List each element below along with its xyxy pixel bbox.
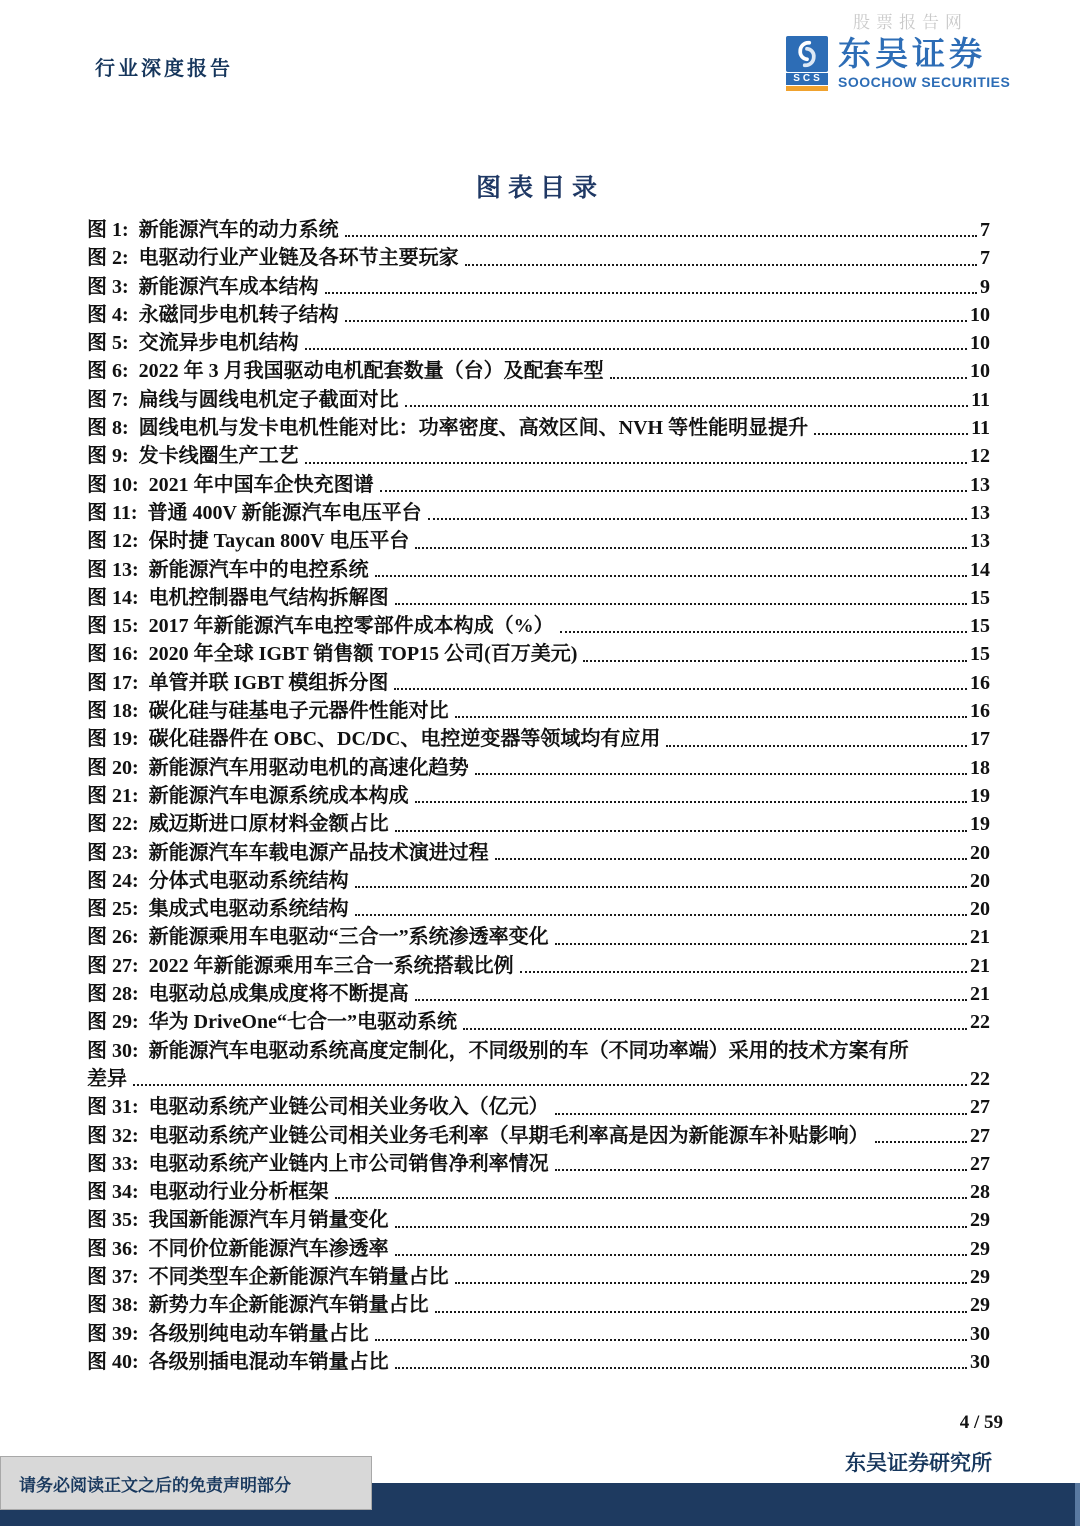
- figure-label: 图 33:: [87, 1152, 139, 1175]
- dot-leader: [355, 914, 967, 916]
- page-title: 图表目录: [475, 175, 604, 202]
- toc-row: [87, 725, 990, 753]
- page-number: 17: [970, 728, 990, 751]
- figure-label: 图 15:: [87, 615, 139, 638]
- page-number: 15: [970, 643, 990, 666]
- page-number: 11: [971, 417, 990, 440]
- figure-title: 电驱动系统产业链公司相关业务收入（亿元）: [148, 1096, 549, 1119]
- figure-label: 图 2:: [87, 247, 129, 270]
- toc-row: [87, 640, 990, 668]
- toc-row: [87, 612, 990, 640]
- figure-title: 新能源汽车的动力系统: [138, 219, 339, 241]
- dot-leader: [305, 348, 967, 350]
- toc-row: [87, 810, 990, 838]
- dot-leader: [405, 405, 968, 407]
- figure-label: 图 8:: [87, 417, 129, 440]
- toc-row: [87, 386, 990, 414]
- research-institute-label: 东吴证券研究所: [845, 1451, 992, 1475]
- dot-leader: [814, 433, 968, 435]
- page-number: 15: [970, 615, 990, 638]
- toc-row: [87, 867, 990, 895]
- dot-leader: [455, 1282, 967, 1284]
- dot-leader: [415, 547, 967, 549]
- figure-title: 2022 年 3 月我国驱动电机配套数量（台）及配套车型: [138, 360, 604, 383]
- page-number: 13: [970, 473, 990, 496]
- dot-leader: [475, 773, 967, 775]
- dot-leader: [395, 1367, 967, 1369]
- figure-title: 交流异步电机结构: [138, 332, 299, 355]
- toc-row: [87, 357, 990, 385]
- page-number: 10: [970, 303, 990, 326]
- figure-title: 单管并联 IGBT 模组拆分图: [148, 671, 389, 694]
- page-number: 21: [970, 926, 990, 949]
- page-number: 16: [970, 700, 990, 723]
- figure-label: 图 9:: [87, 445, 129, 468]
- page-number: 19: [970, 784, 990, 807]
- toc-row: [87, 1263, 990, 1291]
- figure-label: 图 30:: [87, 1039, 139, 1062]
- logo-swirl-icon: [786, 36, 828, 72]
- figure-title: 碳化硅器件在 OBC、DC/DC、电控逆变器等领域均有应用: [148, 728, 661, 751]
- figure-label: 图 19:: [87, 728, 139, 751]
- figure-toc-list: [87, 216, 990, 1376]
- figure-title: 新能源汽车车载电源产品技术演进过程: [148, 841, 489, 864]
- page-number: 29: [970, 1209, 990, 1232]
- toc-row: [87, 697, 990, 725]
- figure-title: 永磁同步电机转子结构: [138, 303, 339, 326]
- page-number: 29: [970, 1294, 990, 1317]
- toc-row: [87, 1235, 990, 1263]
- figure-title: 发卡线圈生产工艺: [138, 445, 299, 468]
- figure-title: 2021 年中国车企快充图谱: [148, 473, 374, 496]
- dot-leader: [375, 1339, 967, 1341]
- figure-title: 集成式电驱动系统结构: [148, 898, 349, 921]
- dot-leader: [560, 631, 967, 633]
- dot-leader: [555, 1113, 967, 1115]
- figure-label: 图 32:: [87, 1124, 139, 1147]
- toc-row: [87, 442, 990, 470]
- figure-label: 图 1:: [87, 219, 129, 241]
- toc-row: [87, 329, 990, 357]
- dot-leader: [394, 688, 967, 690]
- figure-title: 新能源乘用车电驱动“三合一”系统渗透率变化: [148, 926, 549, 949]
- figure-label: 图 35:: [87, 1209, 139, 1232]
- toc-row: [87, 1150, 990, 1178]
- page-indicator: 4 / 59: [959, 1412, 1003, 1433]
- figure-label: 图 10:: [87, 473, 139, 496]
- page-number: 21: [970, 983, 990, 1006]
- toc-row: [87, 1065, 990, 1093]
- figure-title: 新势力车企新能源汽车销量占比: [148, 1294, 429, 1317]
- figure-title: 各级别插电混动车销量占比: [148, 1350, 389, 1373]
- disclaimer-box: [0, 1456, 372, 1510]
- toc-row: [87, 1320, 990, 1348]
- dot-leader: [345, 320, 967, 322]
- watermark-text: 股票报告网: [853, 13, 968, 33]
- dot-leader: [555, 1169, 967, 1171]
- toc-row: [87, 1291, 990, 1319]
- page-number: 20: [970, 898, 990, 921]
- figure-title: 分体式电驱动系统结构: [148, 869, 349, 892]
- dot-leader: [465, 264, 977, 266]
- figure-title: 2017 年新能源汽车电控零部件成本构成（%）: [148, 615, 554, 638]
- figure-title: 各级别纯电动车销量占比: [148, 1322, 369, 1345]
- logo-orange-bar: [786, 86, 828, 91]
- dot-leader: [305, 462, 967, 464]
- figure-title: 差异: [87, 1067, 127, 1090]
- figure-label: 图 28:: [87, 983, 139, 1006]
- figure-title: 新能源汽车电驱动系统高度定制化，不同级别的车（不同功率端）采用的技术方案有所: [148, 1039, 909, 1062]
- figure-label: 图 20:: [87, 756, 139, 779]
- dot-leader: [463, 1028, 967, 1030]
- figure-label: 图 23:: [87, 841, 139, 864]
- dot-leader: [395, 1254, 967, 1256]
- page-number: 28: [970, 1181, 990, 1204]
- figure-label: 图 21:: [87, 784, 139, 807]
- dot-leader: [375, 575, 967, 577]
- page-number: 29: [970, 1265, 990, 1288]
- disclaimer-text: 请务必阅读正文之后的免责声明部分: [19, 1475, 291, 1495]
- page-number: 22: [970, 1011, 990, 1034]
- figure-label: 图 4:: [87, 303, 129, 326]
- toc-row: [87, 923, 990, 951]
- logo-text-block: [838, 36, 1010, 90]
- figure-label: 图 26:: [87, 926, 139, 949]
- dot-leader: [335, 1197, 967, 1199]
- figure-title: 我国新能源汽车月销量变化: [148, 1209, 389, 1232]
- dot-leader: [395, 830, 967, 832]
- figure-title: 电驱动系统产业链公司相关业务毛利率（早期毛利率高是因为新能源车补贴影响）: [148, 1124, 869, 1147]
- toc-row: [87, 1122, 990, 1150]
- figure-label: 图 40:: [87, 1350, 139, 1373]
- dot-leader: [380, 490, 967, 492]
- logo-name-en: SOOCHOW SECURITIES: [838, 74, 1011, 90]
- page-number: 27: [970, 1096, 990, 1119]
- page-number: 22: [970, 1067, 990, 1090]
- dot-leader: [345, 235, 977, 237]
- toc-row: [87, 499, 990, 527]
- logo-icon: [786, 36, 828, 91]
- figure-label: 图 27:: [87, 954, 139, 977]
- figure-label: 图 22:: [87, 813, 139, 836]
- figure-title: 华为 DriveOne“七合一”电驱动系统: [148, 1011, 457, 1034]
- dot-leader: [415, 999, 967, 1001]
- soochow-securities-logo: [786, 36, 1010, 91]
- toc-row: [87, 1008, 990, 1036]
- figure-label: 图 39:: [87, 1322, 139, 1345]
- toc-row: [87, 471, 990, 499]
- page-number: 13: [970, 530, 990, 553]
- toc-row: [87, 895, 990, 923]
- figure-title: 新能源汽车中的电控系统: [148, 558, 369, 581]
- dot-leader: [428, 518, 967, 520]
- figure-label: 图 18:: [87, 700, 139, 723]
- dot-leader: [415, 801, 967, 803]
- page-number: 15: [970, 586, 990, 609]
- figure-title: 电驱动行业分析框架: [148, 1181, 329, 1204]
- figure-title: 新能源汽车用驱动电机的高速化趋势: [148, 756, 469, 779]
- page-number: 30: [970, 1350, 990, 1373]
- toc-row: [87, 839, 990, 867]
- figure-label: 图 36:: [87, 1237, 139, 1260]
- toc-row: [87, 980, 990, 1008]
- toc-row: [87, 669, 990, 697]
- footer-bar-edge: [1075, 1483, 1080, 1526]
- page-number: 14: [970, 558, 990, 581]
- logo-name-cn: 东吴证券: [838, 34, 986, 73]
- figure-title: 扁线与圆线电机定子截面对比: [138, 388, 399, 411]
- dot-leader: [520, 971, 967, 973]
- figure-label: 图 14:: [87, 586, 139, 609]
- toc-row: [87, 1178, 990, 1206]
- figure-label: 图 25:: [87, 898, 139, 921]
- dot-leader: [355, 886, 967, 888]
- toc-row: [87, 414, 990, 442]
- dot-leader: [455, 716, 967, 718]
- page-number: 29: [970, 1237, 990, 1260]
- page-number: 12: [970, 445, 990, 468]
- toc-row: [87, 952, 990, 980]
- page-number: 20: [970, 869, 990, 892]
- page-number: 18: [970, 756, 990, 779]
- figure-label: 图 37:: [87, 1265, 139, 1288]
- dot-leader: [610, 377, 967, 379]
- page-number: 27: [970, 1152, 990, 1175]
- toc-row: [87, 584, 990, 612]
- toc-row: [87, 1093, 990, 1121]
- figure-label: 图 13:: [87, 558, 139, 581]
- figure-title: 电驱动行业产业链及各环节主要玩家: [138, 247, 459, 270]
- figure-title: 保时捷 Taycan 800V 电压平台: [148, 530, 410, 553]
- page-number: 9: [980, 275, 990, 298]
- page-number: 11: [971, 388, 990, 411]
- figure-label: 图 7:: [87, 388, 129, 411]
- figure-title: 威迈斯进口原材料金额占比: [148, 813, 389, 836]
- toc-row: [87, 301, 990, 329]
- toc-row: [87, 216, 990, 244]
- toc-row: [87, 1206, 990, 1234]
- figure-title: 新能源汽车电源系统成本构成: [148, 784, 409, 807]
- page-number: 27: [970, 1124, 990, 1147]
- figure-title: 2020 年全球 IGBT 销售额 TOP15 公司(百万美元): [148, 643, 578, 666]
- page-number: 10: [970, 360, 990, 383]
- figure-label: 图 24:: [87, 869, 139, 892]
- figure-label: 图 6:: [87, 360, 129, 383]
- figure-title: 电机控制器电气结构拆解图: [148, 586, 389, 609]
- figure-label: 图 12:: [87, 530, 139, 553]
- figure-title: 2022 年新能源乘用车三合一系统搭载比例: [148, 954, 514, 977]
- toc-row: [87, 527, 990, 555]
- dot-leader: [435, 1311, 967, 1313]
- figure-label: 图 5:: [87, 332, 129, 355]
- page-number: 7: [980, 219, 990, 241]
- dot-leader: [325, 292, 977, 294]
- toc-row: [87, 273, 990, 301]
- report-type-label: 行业深度报告: [95, 58, 233, 80]
- dot-leader: [133, 1084, 967, 1086]
- page-number: 30: [970, 1322, 990, 1345]
- page-number: 10: [970, 332, 990, 355]
- toc-row: [87, 556, 990, 584]
- figure-title: 新能源汽车成本结构: [138, 275, 319, 298]
- page-number: 20: [970, 841, 990, 864]
- toc-row: [87, 1348, 990, 1376]
- toc-row: [87, 754, 990, 782]
- page-number: 21: [970, 954, 990, 977]
- toc-row: [87, 782, 990, 810]
- figure-title: 不同类型车企新能源汽车销量占比: [148, 1265, 449, 1288]
- figure-title: 电驱动系统产业链内上市公司销售净利率情况: [148, 1152, 549, 1175]
- figure-title: 普通 400V 新能源汽车电压平台: [147, 501, 422, 524]
- figure-label: 图 34:: [87, 1181, 139, 1204]
- page-number: 19: [970, 813, 990, 836]
- figure-label: 图 31:: [87, 1096, 139, 1119]
- page-number: 16: [970, 671, 990, 694]
- dot-leader: [395, 1226, 967, 1228]
- figure-title: 电驱动总成集成度将不断提高: [148, 983, 409, 1006]
- figure-title: 不同价位新能源汽车渗透率: [148, 1237, 389, 1260]
- figure-title: 碳化硅与硅基电子元器件性能对比: [148, 700, 449, 723]
- figure-label: 图 16:: [87, 643, 139, 666]
- dot-leader: [395, 603, 967, 605]
- figure-label: 图 3:: [87, 275, 129, 298]
- page-number: 13: [970, 501, 990, 524]
- toc-row: [87, 1037, 990, 1065]
- toc-row: [87, 244, 990, 272]
- dot-leader: [495, 858, 967, 860]
- dot-leader: [583, 660, 967, 662]
- figure-label: 图 29:: [87, 1011, 139, 1034]
- dot-leader: [555, 943, 967, 945]
- dot-leader: [875, 1141, 967, 1143]
- figure-title: 圆线电机与发卡电机性能对比：功率密度、高效区间、NVH 等性能明显提升: [138, 417, 809, 440]
- logo-scs-text: SCS: [786, 73, 828, 85]
- dot-leader: [666, 745, 967, 747]
- figure-label: 图 38:: [87, 1294, 139, 1317]
- figure-label: 图 11:: [87, 501, 138, 524]
- figure-label: 图 17:: [87, 671, 139, 694]
- page-number: 7: [980, 247, 990, 270]
